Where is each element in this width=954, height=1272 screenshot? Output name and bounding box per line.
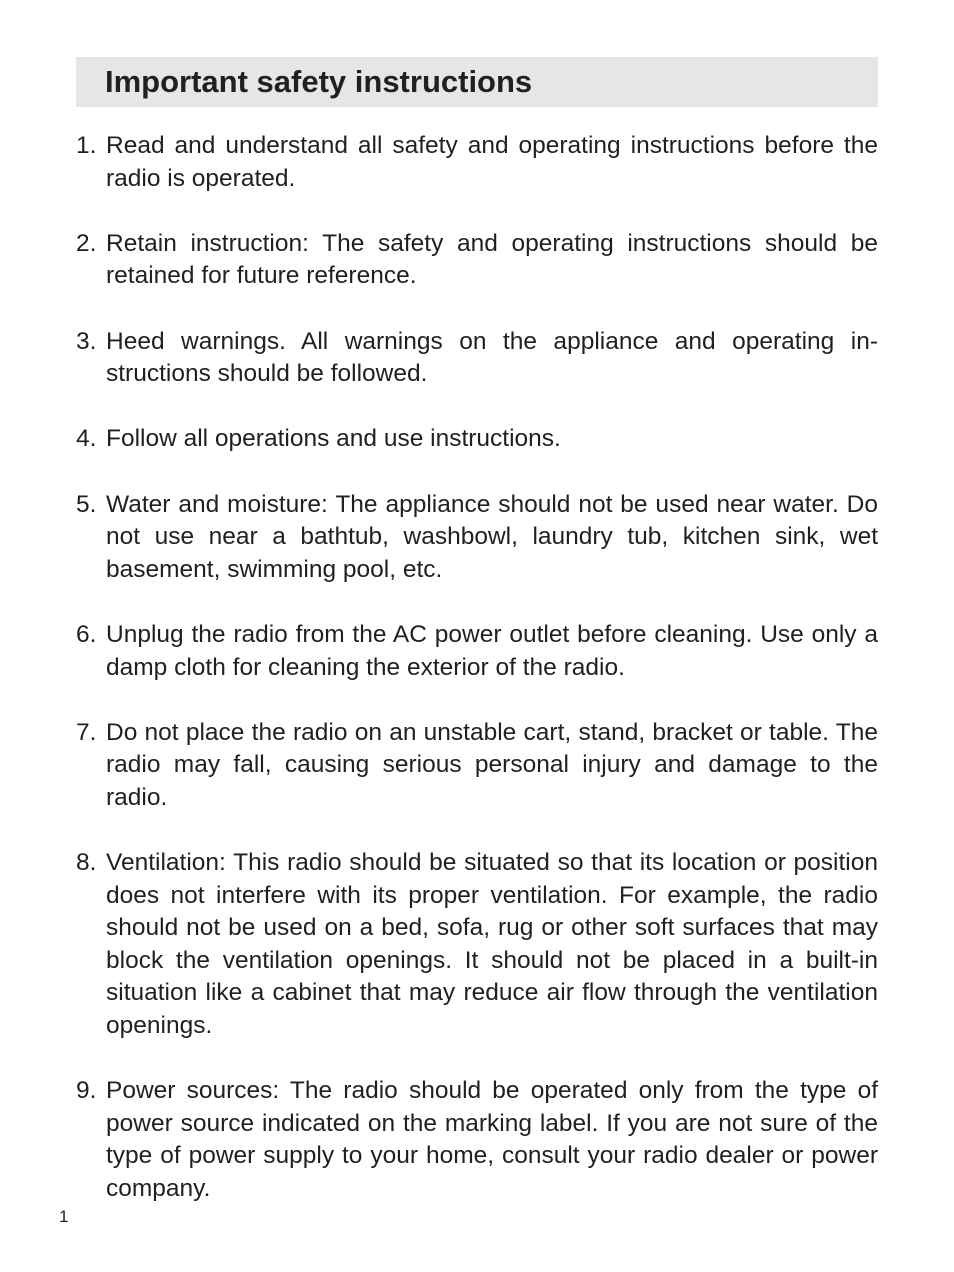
title-bar [76,57,878,107]
list-item [76,423,878,456]
page-title: Important safety instructions [105,64,533,99]
list-item [76,228,878,293]
item-text: Heed warnings. All warnings on the appliance and operating instructions should be followed. [106,327,878,388]
item-number: 2. [76,229,97,257]
item-number: 9. [76,1077,97,1105]
item-number: 5. [76,490,97,518]
item-text: Follow all operations and use instructions. [106,425,561,453]
list-item [76,717,878,815]
item-text: Power sources: The radio should be operated only from the type of power source indicated on the marking label. If you are not sure of the type of power supply to your home, consult your radio dealer or power company. [106,1077,878,1202]
item-text: Do not place the radio on an unstable cart, stand, bracket or table. The radio may fall, causing serious personal injury and damage to the radio. [106,718,878,811]
list-item [76,130,878,195]
list-item [76,489,878,587]
item-number: 4. [76,425,97,453]
item-number: 3. [76,327,97,355]
item-text: Ventilation: This radio should be situated so that its location or position does not interfere with its proper ventilation. For example, the radio should not be used on a bed, sofa, rug or other soft surfaces that may block the ventilation openings. It should not be placed in a built-in situation like a cabinet that may reduce air flow through the ventilation openings. [106,849,878,1040]
item-number: 7. [76,718,97,746]
item-number: 1. [76,132,97,159]
list-item [76,326,878,391]
item-text: Read and understand all safety and operating instructions before the radio is operated. [106,132,878,192]
list-item [76,1075,878,1205]
item-text: Unplug the radio from the AC power outlet before cleaning. Use only a damp cloth for cleaning the exterior of the radio. [106,620,878,681]
list-item [76,619,878,684]
page-number: 1 [59,1207,69,1226]
item-number: 6. [76,620,97,648]
list-item [76,847,878,1043]
item-text: Retain instruction: The safety and operating instructions should be retained for future reference. [106,229,878,290]
item-text: Water and moisture: The appliance should not be used near water. Do not use near a bathtub, washbowl, laundry tub, kitchen sink, wet basement, swimming pool, etc. [106,490,878,583]
safety-instructions-list [76,130,878,1206]
item-number: 8. [76,849,97,877]
